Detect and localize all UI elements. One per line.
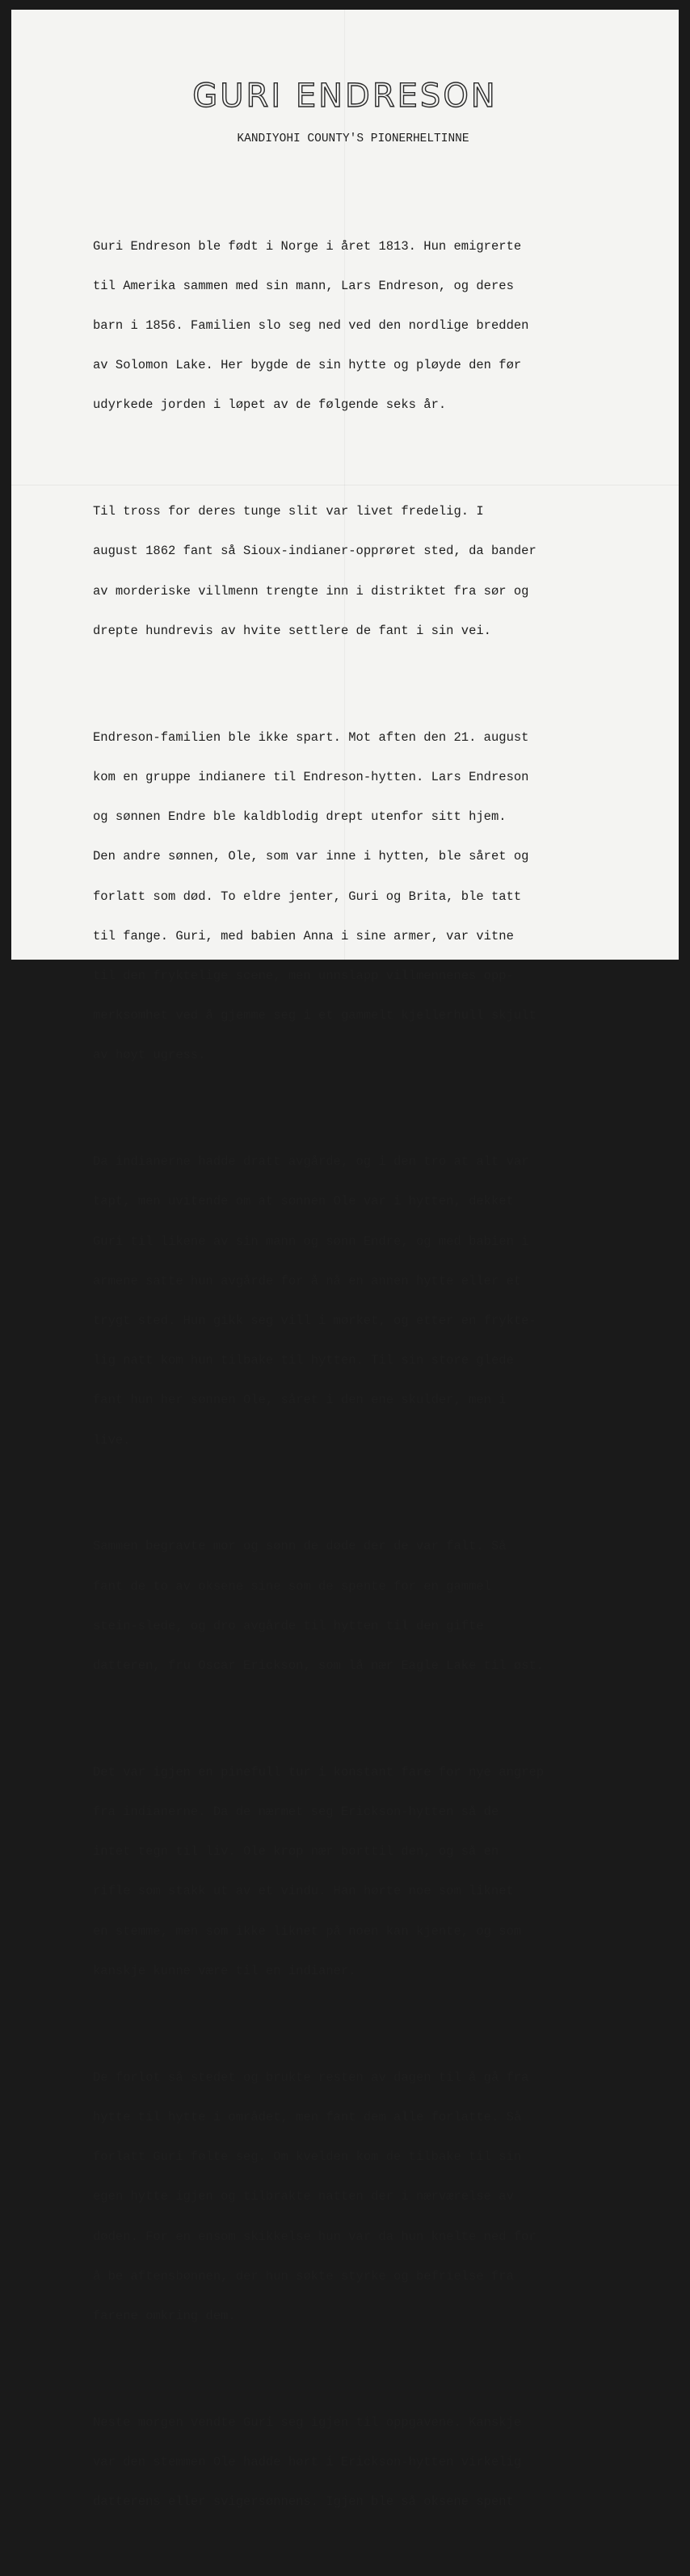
paragraph [93, 1514, 658, 1700]
text-line: Neste morgen vendte Guri seg igjen til oppgavene. Kanskje [93, 2414, 522, 2430]
text-line: kom en gruppe indianere til Endreson-hytten. Lars Endreson [93, 769, 529, 784]
text-line: Det var igjen en pinefull tur i konstant fare for nye angrep [93, 1764, 545, 1780]
text-line: Guri til likene av sin mann og sønn Endre, og med babien i [93, 1233, 529, 1249]
text-line: av Solomon Lake. Her bygde de sin hytte og pløyde den før [93, 358, 522, 373]
text-line: farene omkring dem. [93, 2308, 236, 2323]
text-line: til Amerika sammen med sin mann, Lars Endreson, og deres [93, 278, 514, 293]
text-line: august 1862 fant så Sioux-indianer-opprøret sted, da bander [93, 544, 536, 559]
text-line: De forlot så stedet og brukte resten av dagen til å gå fra [93, 2070, 529, 2085]
text-line: datteren, fru Oscar Erickson, som lå nær Eagle Lake til øst. [93, 1658, 545, 1674]
text-line: kanskje kunne være til en indianer. [93, 1963, 356, 1978]
text-line: av morderiske villmenn trengte inn i distriktet fra sør og [93, 583, 529, 599]
paragraph [93, 1128, 658, 1473]
text-line: Til tross for deres tunge slit var livet fredelig. I [93, 504, 484, 519]
text-line: Den andre sønnen, Ole, som var inne i hytten, ble såret og [93, 849, 529, 864]
text-line: tapt, men uvitende om at sønnen Ole var i hytten, dekket [93, 1194, 514, 1209]
text-line: døden. For en ensom skikkelse hun var da hun knelte ned for [93, 2229, 536, 2244]
document-page [11, 10, 679, 2510]
document-subtitle: KANDIYOHI COUNTY'S PIONERHELTINNE [237, 132, 469, 145]
text-line: Sammen begravte mor og sønn de døde der de var falt. Så [93, 1539, 507, 1554]
text-line: intet tegn til liv. Ole krøp nær borttil den, og så en [93, 1844, 499, 1860]
text-line: rifle som stakk ut av et vindu. Han hørte noe som liknet [93, 1884, 514, 1899]
text-line: udyrkede jorden i løpet av de følgende seks år. [93, 397, 447, 413]
text-line: fant hun her sønnen Ole, såret i den ene skulder, men i [93, 1393, 507, 1408]
text-line: live. [93, 1432, 131, 1448]
paragraph [93, 2389, 658, 2535]
paragraph [93, 704, 658, 1089]
text-line: barn i 1856. Familien slo seg ned ved den nordlige bredden [93, 318, 529, 334]
text-line: og sønnen Endre ble kaldblodig drept utenfor sitt hjem. [93, 809, 507, 825]
text-line: Guri Endreson ble født i Norge i året 1813. Hun emigrerte [93, 238, 522, 254]
text-line: fra indianerne. Da de nærmet seg Erickson-hytten så de [93, 1805, 499, 1820]
text-line: lig natt kom hun tilbake til hytten. Til sin store glede [93, 1353, 514, 1368]
text-line: forlatt Guri følte seg. Om kvelden kom de tilbake til sin [93, 2149, 522, 2165]
document-title: GURI ENDRESON [192, 78, 498, 115]
document-body [93, 187, 658, 2575]
paragraph [93, 213, 658, 439]
paragraph [93, 2044, 658, 2349]
text-line: hytte til hytte i området, men fant dem alle forlatte. Så [93, 2109, 522, 2124]
text-line: egen hytte igjen og tilbrakte natten der i nærværelse av [93, 2189, 514, 2204]
text-line: drepte hundrevis av hvite settlere de fant i sin vei. [93, 623, 491, 638]
text-line: av høyt ugress. [93, 1048, 206, 1063]
text-line: datterens eller svigersønnens. Igjen ble så oksene spent [93, 2494, 514, 2510]
text-line: Da indianerne hadde dratt avgårde, og i den tro at alt var [93, 1154, 529, 1170]
text-line: en stemme, men som ikke liknet på noen kan kjente, og som [93, 1923, 522, 1939]
text-line: Endreson-familien ble ikke spart. Mot aften den 21. august [93, 729, 529, 745]
text-line: til fange. Guri, med babien Anna i sine armer, var vitne [93, 928, 514, 943]
text-line: til den fryktelige scene, men unnslapp villmennenes opp- [93, 968, 514, 983]
text-line: forlatt som død. To eldre jenter, Guri og Brita, ble tatt [93, 889, 522, 904]
text-line: trygt sted. Hun gikk seg vill i mørket, og etter en frykte- [93, 1313, 536, 1328]
text-line: var den stemmen Ole hadde hørt i Erickson-hytten virkelig [93, 2454, 522, 2469]
text-line: merksomhet ved å gjemme seg i et gammelt kjellerhull skjult [93, 1008, 536, 1023]
paragraph [93, 478, 658, 664]
text-line: fant de to av oksene sine som de spente for en gammel [93, 1578, 491, 1594]
text-line: armene satte hun avgårde for å nå en annen hytte eller et [93, 1273, 522, 1288]
text-line: stein-slede, og dro avgårde til hytten til den gifte [93, 1618, 484, 1633]
paragraph [93, 1739, 658, 2004]
text-line: å be aftensbønnen, der hun søkte styrke og befrielse fra [93, 2268, 514, 2284]
